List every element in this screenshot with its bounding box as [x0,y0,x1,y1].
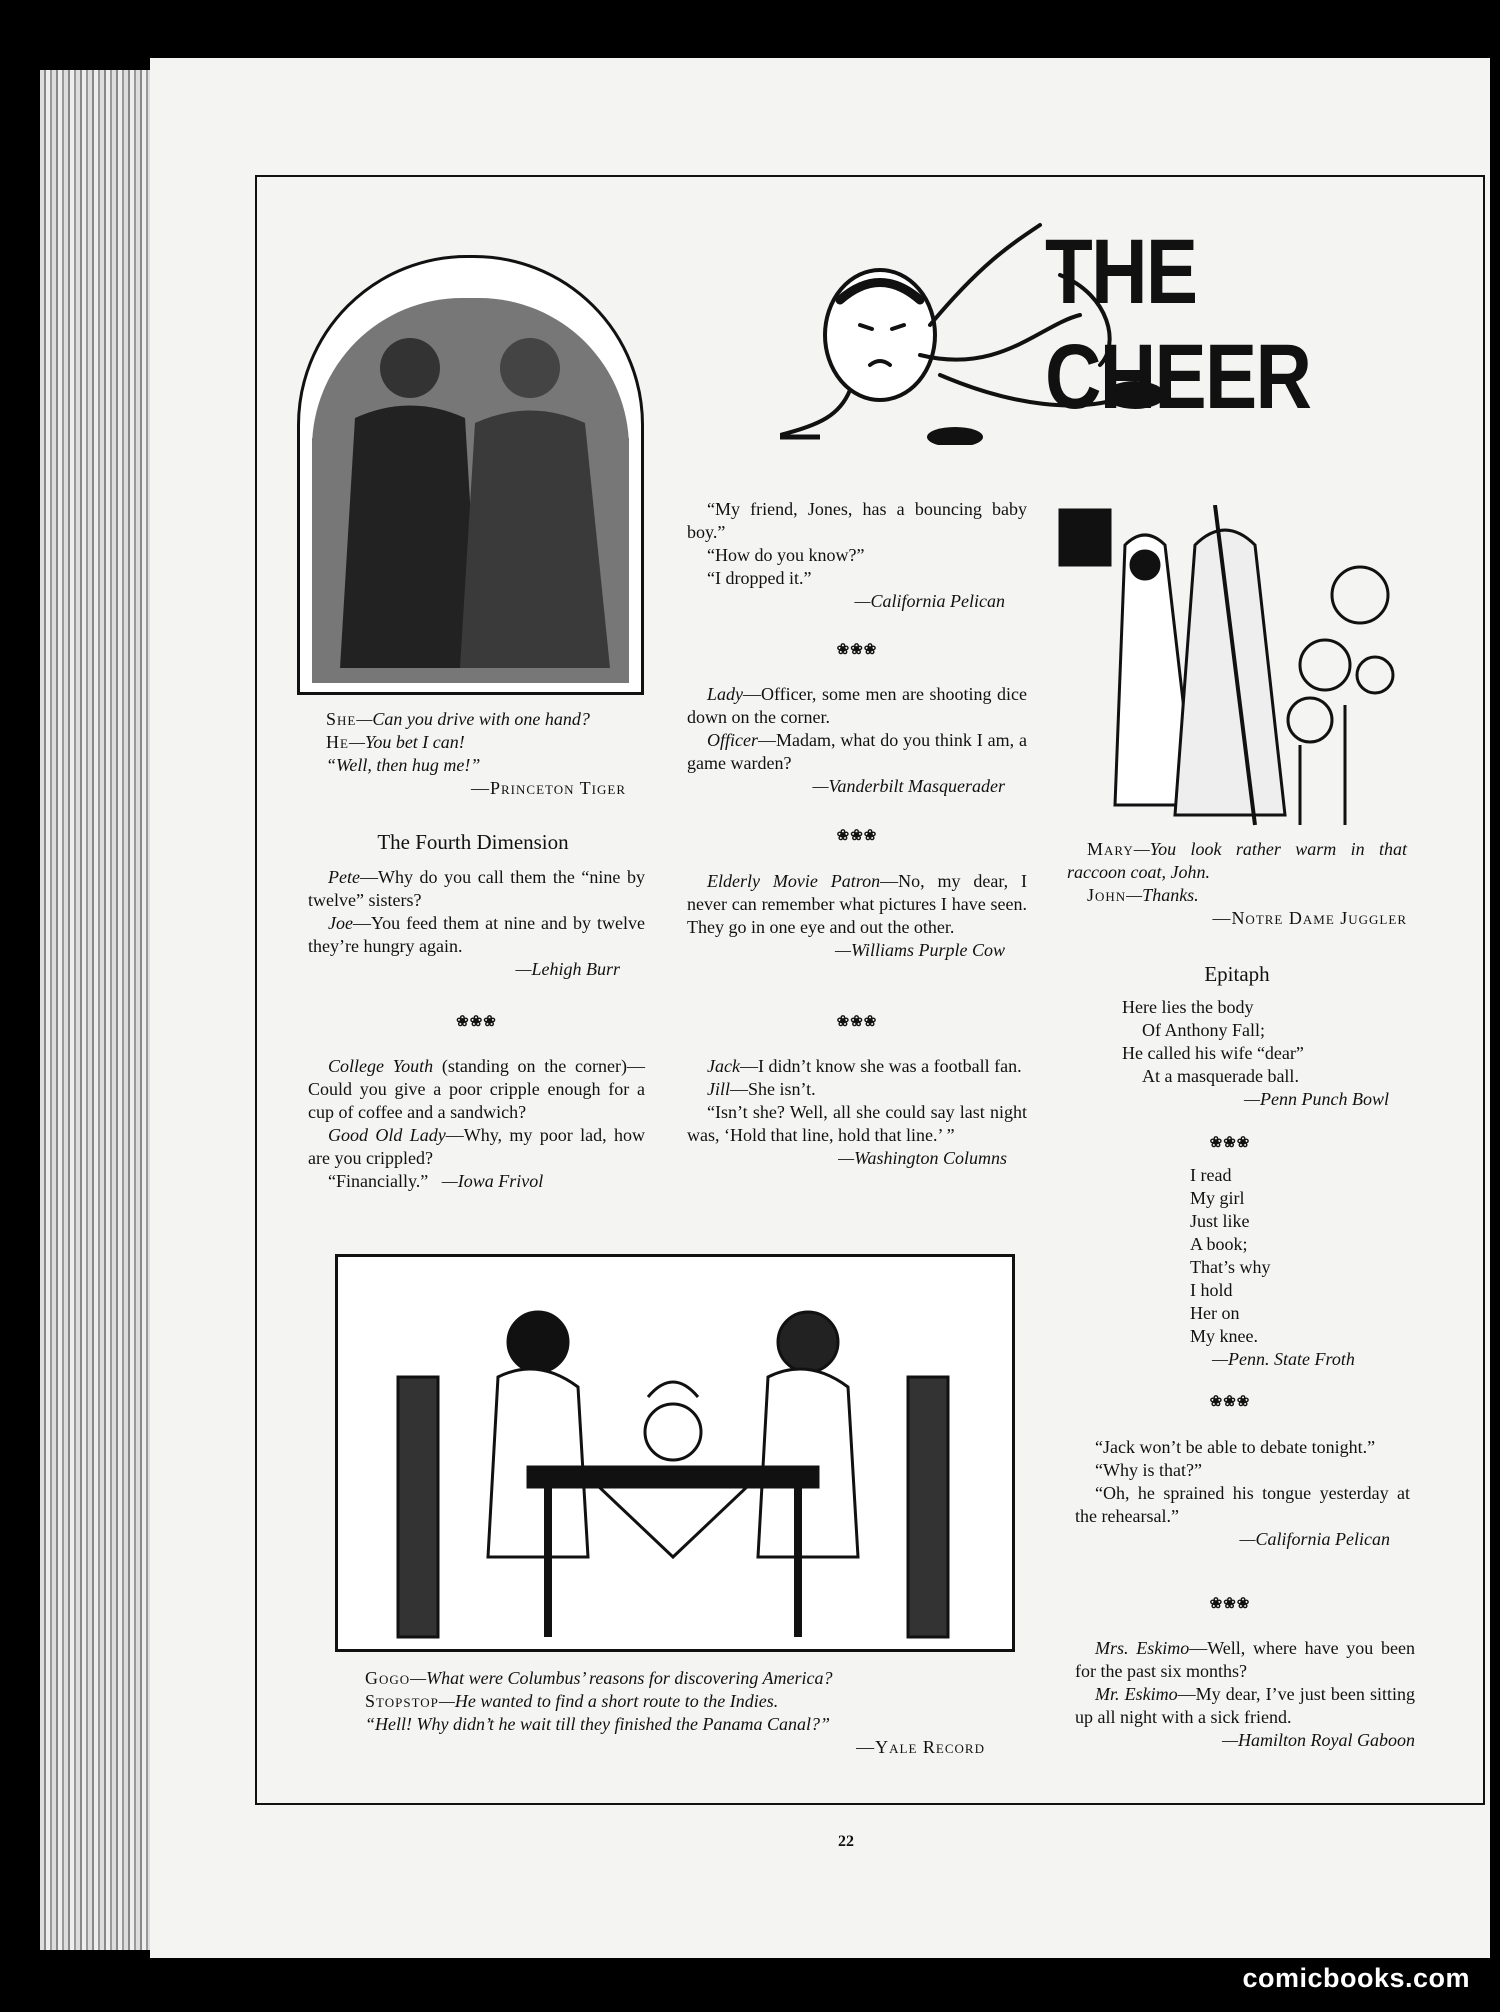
raccoon-coat-illustration [1055,505,1395,830]
separator-ornament: ❀❀❀ [1209,1596,1251,1612]
book-poem: I read My girl Just like A book; That’s why I hold Her on My knee. —Penn. State Froth [1190,1165,1355,1369]
caption-she-he: She—Can you drive with one hand? He—You bet I can! “Well, then hug me!” —Princeton Tiger [326,709,626,798]
separator-ornament: ❀❀❀ [836,642,878,658]
separator-ornament: ❀❀❀ [836,1014,878,1030]
debate-joke: “Jack won’t be able to debate tonight.” “Why is that?” “Oh, he sprained his tongue yesterday at the rehearsal.” —California Pelican [1075,1437,1410,1549]
separator-ornament: ❀❀❀ [836,828,878,844]
watermark: comicbooks.com [1242,1963,1470,1993]
epitaph-poem: Here lies the body Of Anthony Fall; He called his wife “dear” At a masquerade ball. —Penn Punch Bowl [1122,997,1389,1109]
couple-photograph [297,255,644,695]
baby-joke: “My friend, Jones, has a bouncing baby boy.” “How do you know?” “I dropped it.” —California Pelican [687,499,1027,611]
columbus-joke: Gogo—What were Columbus’ reasons for discovering America? Stopstop—He wanted to find a short route to the Indies. “Hell! Why didn’t he wait till they finished the Panama Canal?” —Yale Record [365,1668,985,1757]
separator-ornament: ❀❀❀ [1209,1135,1251,1151]
raccoon-coat-joke: Mary—You look rather warm in that raccoon coat, John. John—Thanks. —Notre Dame Juggler [1067,839,1407,928]
football-joke: Jack—I didn’t know she was a football fan. Jill—She isn’t. “Isn’t she? Well, all she could say last night was, ‘Hold that line, hold that line.’ ” —Washington Columns [687,1056,1027,1168]
page-number: 22 [838,1833,854,1850]
college-youth-joke: College Youth (standing on the corner)—Could you give a poor cripple enough for a cup of coffee and a sandwich? Good Old Lady—Why, my poor lad, how are you crippled? “Financially.” —Iowa Frivol [308,1056,645,1191]
page-title: THE CHEER [1045,221,1311,428]
tea-table-illustration [335,1254,1015,1652]
separator-ornament: ❀❀❀ [456,1014,497,1030]
book-page-edges [40,70,160,1950]
officer-joke: Lady—Officer, some men are shooting dice down on the corner. Officer—Madam, what do you think I am, a game warden? —Vanderbilt Masquerader [687,684,1027,796]
fourth-dimension-joke: Pete—Why do you call them the “nine by twelve” sisters? Joe—You feed them at nine and by twelve they’re hungry again. —Lehigh Burr [308,867,645,979]
epitaph-heading: Epitaph [1204,962,1270,986]
separator-ornament: ❀❀❀ [1209,1394,1251,1410]
fourth-dimension-heading: The Fourth Dimension [377,830,569,854]
movie-patron-joke: Elderly Movie Patron—No, my dear, I never can remember what pictures I have seen. They go in one eye and out the other. —Williams Purple Cow [687,871,1027,960]
eskimo-joke: Mrs. Eskimo—Well, where have you been for the past six months? Mr. Eskimo—My dear, I’ve just been sitting up all night with a sick friend. —Hamilton Royal Gaboon [1075,1638,1415,1750]
